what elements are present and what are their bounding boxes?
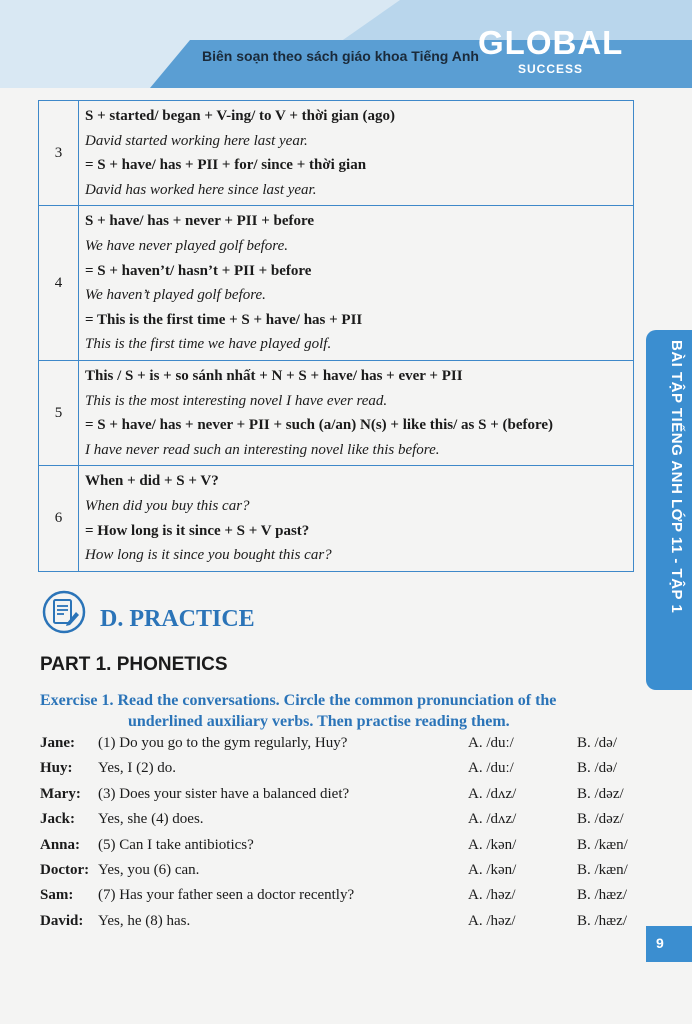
speaker-name: Huy: [40, 760, 73, 777]
example-line: David started working here last year. [85, 132, 308, 149]
option-b[interactable]: B. /dəz/ [577, 785, 624, 802]
example-line: We have never played golf before. [85, 237, 288, 254]
structure-line: = S + have/ has + PII + for/ since + thời gian [85, 157, 367, 174]
part-heading: PART 1. PHONETICS [40, 654, 228, 675]
option-a[interactable]: A. /duː/ [468, 735, 514, 751]
speaker-name: Anna: [40, 836, 81, 853]
speaker-name: Jack: [40, 811, 75, 828]
row-number: 4 [39, 206, 79, 361]
dialogue-text: (5) Can I take antibiotics? [98, 836, 254, 853]
table-row [39, 206, 634, 361]
practice-notebook-icon [42, 590, 86, 639]
example-line: I have never read such an interesting novel like this before. [85, 441, 440, 458]
row-content [79, 360, 634, 465]
speaker-name: Sam: [40, 887, 74, 904]
dialogue-list [40, 735, 640, 938]
brand-logo-global: GLOBAL [478, 24, 624, 61]
speaker-name: Mary: [40, 785, 81, 802]
example-line: This is the first time we have played golf. [85, 336, 332, 353]
structure-line: = S + have/ has + never + PII + such (a/an) N(s) + like this/ as S + (before) [85, 417, 554, 434]
practice-heading: D. PRACTICE [100, 606, 255, 632]
dialogue-row [40, 913, 640, 938]
option-a[interactable]: A. /kən/ [468, 836, 517, 853]
table-row [39, 360, 634, 465]
structure-line: S + started/ began + V-ing/ to V + thời gian (ago) [85, 108, 395, 124]
option-b[interactable]: B. /hæz/ [577, 887, 628, 904]
grammar-table-body [39, 101, 634, 572]
option-a[interactable]: A. /dʌz/ [468, 785, 517, 802]
example-line: How long is it since you bought this car? [85, 547, 332, 564]
option-a[interactable]: A. /həz/ [468, 912, 516, 929]
side-tab-label: BÀI TẬP TIẾNG ANH LỚP 11 - TẬP 1 [668, 340, 685, 614]
row-number: 5 [39, 360, 79, 465]
structure-line: = S + haven’t/ hasn’t + PII + before [85, 262, 312, 279]
brand-logo-success: SUCCESS [518, 62, 584, 76]
option-a[interactable]: A. /dʌz/ [468, 811, 517, 828]
speaker-name: David: [40, 912, 84, 929]
dialogue-text: Yes, you (6) can. [98, 861, 200, 878]
option-a[interactable]: A. /həz/ [468, 887, 516, 904]
option-b[interactable]: B. /hæz/ [577, 912, 628, 929]
dialogue-text: (1) Do you go to the gym regularly, Huy? [98, 735, 348, 751]
row-content [79, 206, 634, 361]
option-a[interactable]: A. /duː/ [468, 760, 514, 777]
dialogue-row [40, 735, 640, 760]
dialogue-row [40, 862, 640, 887]
option-b[interactable]: B. /kæn/ [577, 861, 628, 878]
row-number: 3 [39, 101, 79, 206]
dialogue-row [40, 837, 640, 862]
option-b[interactable]: B. /dəz/ [577, 811, 624, 828]
dialogue-row [40, 811, 640, 836]
example-line: When did you buy this car? [85, 497, 250, 514]
row-content [79, 101, 634, 206]
option-b[interactable]: B. /də/ [577, 760, 617, 777]
dialogue-row [40, 786, 640, 811]
dialogue-text: Yes, I (2) do. [98, 760, 177, 777]
speaker-name: Doctor: [40, 861, 90, 878]
speaker-name: Jane: [40, 735, 75, 751]
structure-line: S + have/ has + never + PII + before [85, 213, 315, 230]
exercise-instructions [40, 690, 638, 732]
structure-line: When + did + S + V? [85, 473, 219, 490]
grammar-table [38, 100, 634, 572]
option-b[interactable]: B. /kæn/ [577, 836, 628, 853]
example-line: We haven’t played golf before. [85, 287, 266, 304]
dialogue-text: (3) Does your sister have a balanced diet? [98, 785, 350, 802]
example-line: David has worked here since last year. [85, 181, 317, 198]
example-line: This is the most interesting novel I have ever read. [85, 392, 388, 409]
structure-line: = How long is it since + S + V past? [85, 522, 310, 539]
row-number: 6 [39, 466, 79, 571]
table-row [39, 466, 634, 571]
page-number: 9 [646, 926, 692, 962]
dialogue-row [40, 887, 640, 912]
option-a[interactable]: A. /kən/ [468, 861, 517, 878]
option-b[interactable]: B. /də/ [577, 735, 617, 751]
dialogue-text: Yes, he (8) has. [98, 912, 191, 929]
exercise-instructions-line1: Exercise 1. Read the conversations. Circle the common pronunciation of the [40, 692, 557, 709]
dialogue-text: Yes, she (4) does. [98, 811, 204, 828]
exercise-instructions-line2: underlined auxiliary verbs. Then practise reading them. [128, 713, 510, 730]
table-row [39, 101, 634, 206]
dialogue-row [40, 760, 640, 785]
header-subtitle: Biên soạn theo sách giáo khoa Tiếng Anh [202, 48, 479, 64]
structure-line: This / S + is + so sánh nhất + N + S + have/ has + ever + PII [85, 367, 463, 384]
row-content [79, 466, 634, 571]
dialogue-text: (7) Has your father seen a doctor recently? [98, 887, 355, 904]
structure-line: = This is the first time + S + have/ has + PII [85, 311, 363, 328]
